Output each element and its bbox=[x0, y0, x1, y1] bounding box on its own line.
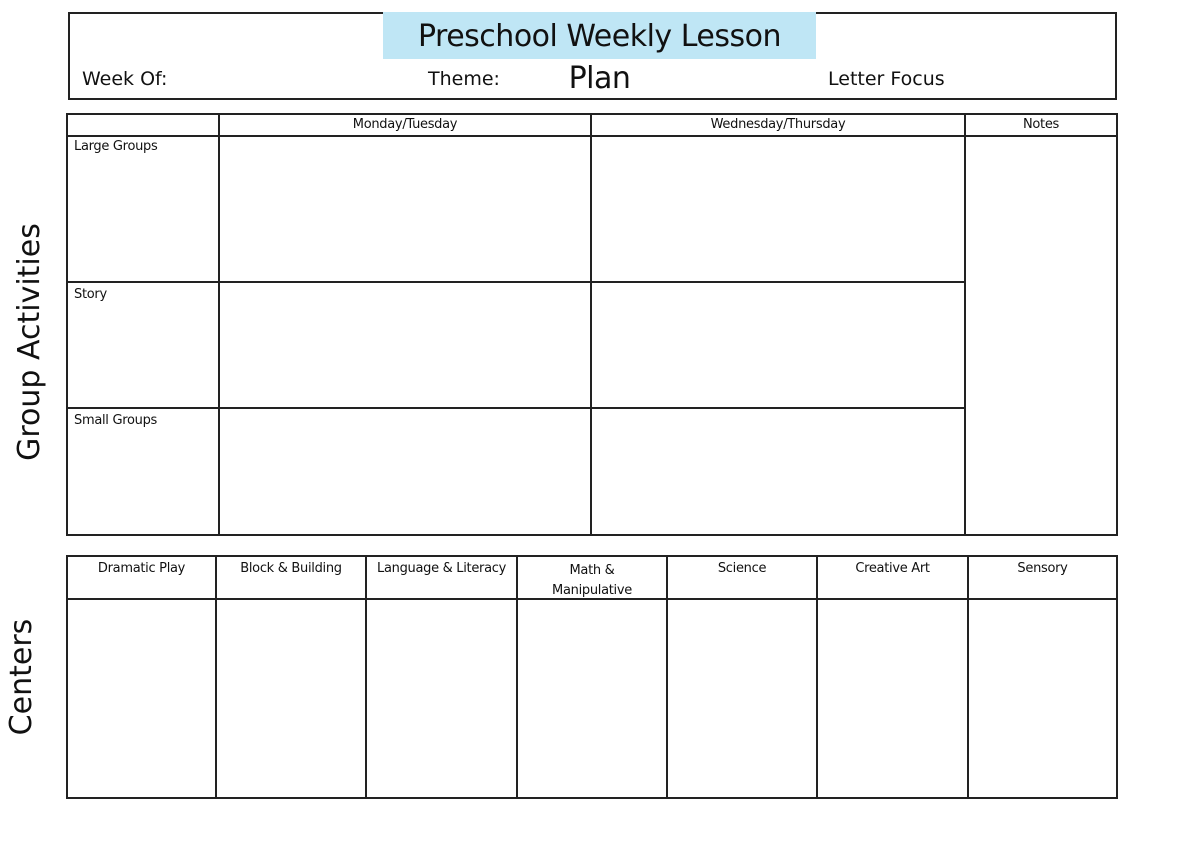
centers-left-border bbox=[66, 555, 68, 799]
group-activities-label: Group Activities bbox=[12, 223, 47, 461]
ga-bottom-border bbox=[66, 534, 1118, 536]
ga-col-divider-3 bbox=[964, 113, 966, 536]
centers-label: Centers bbox=[4, 618, 39, 736]
centers-bottom-border bbox=[66, 797, 1118, 799]
ga-top-border bbox=[66, 113, 1118, 115]
centers-top-border bbox=[66, 555, 1118, 557]
center-header-sensory: Sensory bbox=[1017, 561, 1068, 576]
center-header-language-literacy: Language & Literacy bbox=[377, 561, 506, 576]
centers-col-divider-3 bbox=[516, 555, 518, 799]
centers-col-divider-1 bbox=[215, 555, 217, 799]
centers-col-divider-2 bbox=[365, 555, 367, 799]
letter-focus-label: Letter Focus bbox=[828, 68, 945, 90]
ga-col-divider-1 bbox=[218, 113, 220, 536]
ga-col-divider-2 bbox=[590, 113, 592, 536]
theme-label: Theme: bbox=[428, 68, 500, 90]
row-label-story: Story bbox=[74, 287, 107, 302]
center-header-dramatic-play: Dramatic Play bbox=[97, 561, 186, 576]
center-header-science: Science bbox=[717, 561, 767, 576]
col-header-monday-tuesday: Monday/Tuesday bbox=[352, 117, 458, 132]
ga-row-divider-2 bbox=[66, 407, 965, 409]
row-label-large-groups: Large Groups bbox=[74, 139, 158, 154]
center-header-creative-art: Creative Art bbox=[855, 561, 930, 576]
ga-left-border bbox=[66, 113, 68, 536]
col-header-notes: Notes bbox=[1022, 117, 1060, 132]
centers-col-divider-4 bbox=[666, 555, 668, 799]
center-header-math-manipulative: Math & Manipulative bbox=[552, 563, 632, 598]
col-header-wednesday-thursday: Wednesday/Thursday bbox=[710, 117, 846, 132]
centers-right-border bbox=[1116, 555, 1118, 799]
ga-row-divider-1 bbox=[66, 281, 965, 283]
centers-col-divider-6 bbox=[967, 555, 969, 799]
row-label-small-groups: Small Groups bbox=[74, 413, 157, 428]
page-title: Preschool Weekly Lesson Plan bbox=[417, 19, 781, 96]
week-of-label: Week Of: bbox=[82, 68, 168, 90]
ga-header-divider bbox=[66, 135, 1118, 137]
centers-col-divider-5 bbox=[816, 555, 818, 799]
center-header-block-building: Block & Building bbox=[240, 561, 342, 576]
ga-right-border bbox=[1116, 113, 1118, 536]
